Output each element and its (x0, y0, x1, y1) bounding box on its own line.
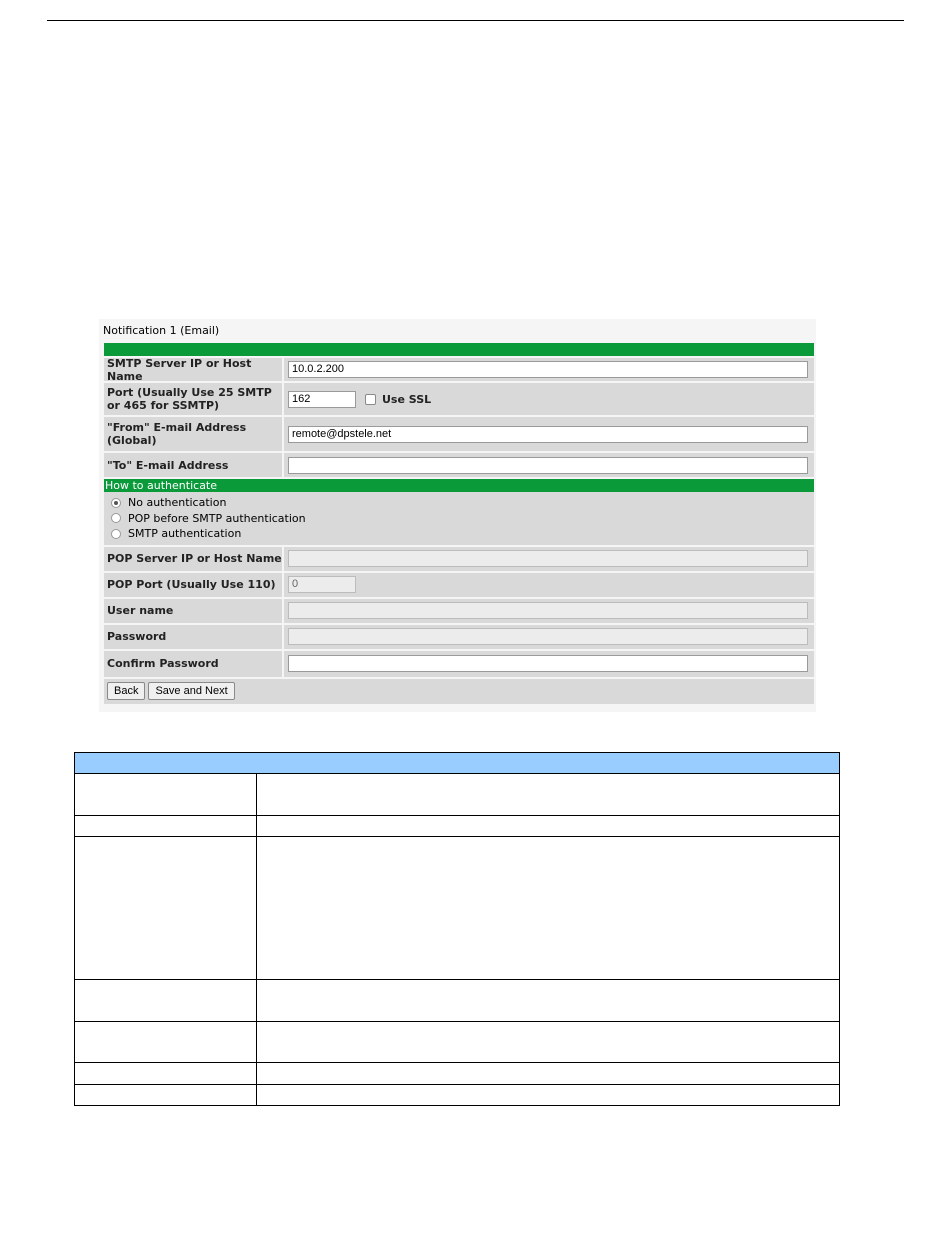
auth-section-title: How to authenticate (104, 479, 814, 492)
from-email-input[interactable]: remote@dpstele.net (288, 426, 808, 443)
button-row (104, 679, 814, 704)
table-header (75, 753, 840, 774)
to-email-input[interactable] (288, 457, 808, 474)
use-ssl-checkbox[interactable] (365, 394, 376, 405)
radio-smtp[interactable] (111, 529, 121, 539)
auth-options (104, 492, 814, 547)
auth-option-label: POP before SMTP authentication (128, 511, 306, 525)
port-label: Port (Usually Use 25 SMTP or 465 for SSMTP) (104, 383, 284, 415)
password-input[interactable] (288, 628, 808, 645)
smtp-server-row (104, 358, 814, 383)
pop-port-input[interactable]: 0 (288, 576, 356, 593)
auth-option-pop[interactable] (111, 511, 814, 527)
pop-port-label: POP Port (Usually Use 110) (104, 573, 284, 597)
use-ssl-label: Use SSL (382, 392, 432, 406)
pop-server-row (104, 547, 814, 573)
smtp-server-input[interactable]: 10.0.2.200 (288, 361, 808, 378)
to-email-row (104, 453, 814, 479)
table-row (75, 1085, 840, 1106)
password-row (104, 625, 814, 651)
page-top-rule (47, 20, 904, 21)
email-settings-form (104, 343, 814, 704)
port-row (104, 383, 814, 417)
from-email-row (104, 417, 814, 453)
save-and-next-button[interactable]: Save and Next (148, 682, 234, 700)
pop-server-label: POP Server IP or Host Name (104, 547, 284, 571)
pop-server-input[interactable] (288, 550, 808, 567)
password-label: Password (104, 625, 284, 649)
table-row (75, 774, 840, 816)
auth-option-label: SMTP authentication (128, 527, 242, 541)
panel-title: Notification 1 (Email) (103, 324, 220, 337)
auth-option-label: No authentication (128, 496, 227, 510)
confirm-password-row (104, 651, 814, 679)
user-name-row (104, 599, 814, 625)
auth-option-none[interactable] (111, 495, 814, 511)
table-row (75, 1022, 840, 1063)
smtp-server-label: SMTP Server IP or Host Name (104, 358, 284, 381)
back-button[interactable]: Back (107, 682, 145, 700)
from-email-label: "From" E-mail Address (Global) (104, 417, 284, 451)
table-row (75, 980, 840, 1022)
to-email-label: "To" E-mail Address (104, 453, 284, 477)
description-table (74, 752, 840, 1106)
user-name-label: User name (104, 599, 284, 623)
confirm-password-label: Confirm Password (104, 651, 284, 677)
radio-none[interactable] (111, 498, 121, 508)
pop-port-row (104, 573, 814, 599)
radio-pop[interactable] (111, 513, 121, 523)
notification-panel (99, 319, 816, 712)
table-row (75, 816, 840, 837)
confirm-password-input[interactable] (288, 655, 808, 672)
table-row (75, 837, 840, 980)
port-input[interactable]: 162 (288, 391, 356, 408)
table-row (75, 1063, 840, 1085)
auth-option-smtp[interactable] (111, 526, 814, 542)
user-name-input[interactable] (288, 602, 808, 619)
